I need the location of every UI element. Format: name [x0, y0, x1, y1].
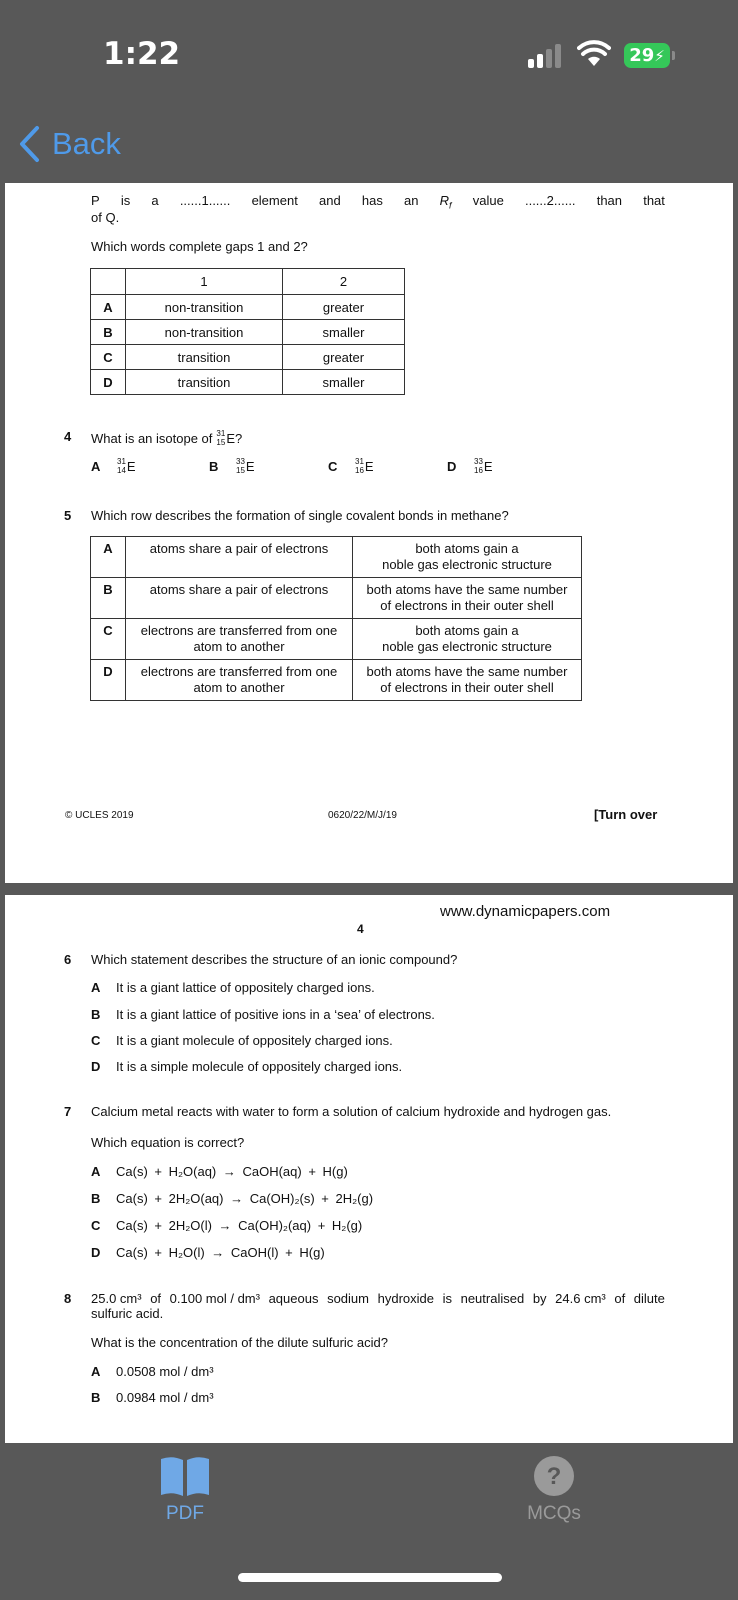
- stem-word: that: [643, 193, 665, 208]
- option-letter: B: [91, 1191, 101, 1206]
- website-watermark: www.dynamicpapers.com: [440, 903, 611, 920]
- stem-word: hydroxide: [377, 1291, 434, 1306]
- table-cell: transition: [126, 370, 283, 395]
- q4-question: What is an isotope of 31 15 E ?: [91, 429, 243, 447]
- q6-question: Which statement describes the structure of an ionic compound?: [91, 952, 458, 967]
- status-time: 1:22: [103, 36, 181, 72]
- page-number: 4: [357, 922, 364, 936]
- stem-word: element: [251, 193, 298, 208]
- option-letter: B: [91, 320, 126, 345]
- stem-word: dilute: [633, 1291, 665, 1306]
- status-bar: [0, 0, 738, 110]
- q3-question: Which words complete gaps 1 and 2?: [91, 239, 308, 254]
- option-letter: C: [91, 619, 126, 660]
- option-letter: B: [91, 1007, 101, 1022]
- stem-word: than: [596, 193, 623, 208]
- q3-stem-line: [91, 193, 665, 211]
- question-number: 8: [64, 1291, 72, 1306]
- tab-pdf[interactable]: [115, 1455, 255, 1525]
- back-label: Back: [52, 126, 121, 161]
- q7-question: Calcium metal reacts with water to form a solution of calcium hydroxide and hydrogen gas.: [91, 1104, 612, 1119]
- option-text[interactable]: It is a giant molecule of oppositely charged ions.: [116, 1033, 393, 1048]
- stem-word: neutralised: [460, 1291, 525, 1306]
- stem-word: ......1......: [179, 193, 231, 208]
- option-letter: A: [91, 980, 101, 995]
- option-equation[interactable]: Ca(s) + 2H₂O(l) → Ca(OH)₂(aq) + H₂(g): [116, 1218, 363, 1233]
- question-number: 5: [64, 508, 72, 523]
- stem-word: 0.100 mol / dm³: [169, 1291, 260, 1306]
- option-equation[interactable]: Ca(s) + 2H₂O(aq) → Ca(OH)₂(s) + 2H₂(g): [116, 1191, 374, 1206]
- table-cell: electrons are transferred from one atom to another: [126, 660, 353, 701]
- table-cell: both atoms have the same number of electrons in their outer shell: [353, 578, 582, 619]
- option-letter: C: [91, 1033, 101, 1048]
- table-cell: both atoms gain a noble gas electronic structure: [353, 619, 582, 660]
- home-indicator[interactable]: [238, 1573, 502, 1582]
- option-text[interactable]: It is a giant lattice of oppositely charged ions.: [116, 980, 375, 995]
- stem-word: 25.0 cm³: [91, 1291, 142, 1306]
- table-cell: both atoms have the same number of electrons in their outer shell: [353, 660, 582, 701]
- tab-label: MCQs: [527, 1503, 581, 1524]
- pdf-page-4: [5, 895, 733, 1443]
- stem-word: ......2......: [524, 193, 576, 208]
- q3-answer-table: [90, 268, 405, 395]
- stem-word: of: [150, 1291, 162, 1306]
- tab-mcqs[interactable]: [484, 1455, 624, 1525]
- stem-word: aqueous: [268, 1291, 319, 1306]
- stem-word: P: [91, 193, 100, 208]
- q5-answer-table: [90, 536, 582, 701]
- rf-symbol: $R_f$: [439, 193, 452, 211]
- option-letter: D: [447, 459, 457, 474]
- option-letter: A: [91, 459, 101, 474]
- tab-label: PDF: [166, 1503, 204, 1524]
- option-text[interactable]: It is a giant lattice of positive ions in a ‘sea’ of electrons.: [116, 1007, 435, 1022]
- question-icon: [533, 1455, 575, 1497]
- option-letter: C: [91, 345, 126, 370]
- option-letter: D: [91, 370, 126, 395]
- table-header: 1: [126, 269, 283, 295]
- stem-word: is: [120, 193, 131, 208]
- svg-text:?: ?: [546, 1463, 562, 1490]
- isotope-option-d[interactable]: 33 16 E: [474, 457, 493, 475]
- table-cell: atoms share a pair of electrons: [126, 578, 353, 619]
- stem-word: 24.6 cm³: [555, 1291, 606, 1306]
- book-icon: [159, 1455, 211, 1497]
- question-number: 7: [64, 1104, 72, 1119]
- table-cell: greater: [283, 295, 405, 320]
- table-cell: smaller: [283, 370, 405, 395]
- footer-copyright: © UCLES 2019: [65, 810, 134, 821]
- stem-word: by: [532, 1291, 547, 1306]
- table-cell: non-transition: [126, 295, 283, 320]
- question-number: 6: [64, 952, 72, 967]
- table-cell: smaller: [283, 320, 405, 345]
- isotope-option-c[interactable]: 31 16 E: [355, 457, 374, 475]
- stem-word: has: [361, 193, 383, 208]
- battery-level: 29: [629, 45, 655, 66]
- isotope-symbol: 31 15 E ?: [216, 429, 243, 447]
- wifi-icon: [577, 40, 611, 68]
- option-letter: A: [91, 295, 126, 320]
- option-letter: C: [328, 459, 338, 474]
- stem-word: of: [614, 1291, 626, 1306]
- stem-word: value: [472, 193, 504, 208]
- q8-question-cont: sulfuric acid.: [91, 1306, 164, 1321]
- q8-prompt: What is the concentration of the dilute sulfuric acid?: [91, 1335, 388, 1350]
- pdf-page-3: [5, 183, 733, 883]
- table-cell: transition: [126, 345, 283, 370]
- table-cell: non-transition: [126, 320, 283, 345]
- isotope-option-b[interactable]: 33 15 E: [236, 457, 255, 475]
- chevron-left-icon: [18, 125, 40, 163]
- question-number: 4: [64, 429, 72, 444]
- isotope-option-a[interactable]: 31 14 E: [117, 457, 136, 475]
- option-letter: A: [91, 1364, 101, 1379]
- stem-word: is: [442, 1291, 452, 1306]
- stem-word: and: [318, 193, 341, 208]
- option-letter: B: [91, 578, 126, 619]
- option-equation[interactable]: Ca(s) + H₂O(aq) → CaOH(aq) + H(g): [116, 1164, 348, 1179]
- option-letter: D: [91, 660, 126, 701]
- charging-bolt-icon: ⚡: [654, 47, 665, 65]
- table-header: 2: [283, 269, 405, 295]
- footer-paper-code: 0620/22/M/J/19: [328, 810, 397, 821]
- option-text[interactable]: 0.0984 mol / dm³: [116, 1390, 214, 1405]
- back-button[interactable]: [18, 121, 121, 167]
- stem-word: sodium: [327, 1291, 369, 1306]
- option-text[interactable]: It is a simple molecule of oppositely charged ions.: [116, 1059, 403, 1074]
- signal-icon: [528, 42, 566, 68]
- table-cell: both atoms gain a noble gas electronic structure: [353, 537, 582, 578]
- q7-prompt: Which equation is correct?: [91, 1135, 245, 1150]
- table-cell: atoms share a pair of electrons: [126, 537, 353, 578]
- option-letter: A: [91, 1164, 101, 1179]
- option-letter: C: [91, 1218, 101, 1233]
- option-letter: B: [209, 459, 219, 474]
- stem-word: a: [151, 193, 159, 208]
- option-letter: D: [91, 1245, 101, 1260]
- battery-indicator: [624, 43, 670, 68]
- option-letter: A: [91, 537, 126, 578]
- table-cell: greater: [283, 345, 405, 370]
- option-letter: B: [91, 1390, 101, 1405]
- option-letter: D: [91, 1059, 101, 1074]
- table-cell: electrons are transferred from one atom to another: [126, 619, 353, 660]
- q5-question: Which row describes the formation of single covalent bonds in methane?: [91, 508, 509, 523]
- q3-stem-continued: of Q.: [91, 210, 120, 225]
- option-text[interactable]: 0.0508 mol / dm³: [116, 1364, 214, 1379]
- q8-question-line: [91, 1291, 665, 1306]
- stem-word: an: [404, 193, 419, 208]
- footer-turn-over: [Turn over: [594, 807, 658, 822]
- option-equation[interactable]: Ca(s) + H₂O(l) → CaOH(l) + H(g): [116, 1245, 325, 1260]
